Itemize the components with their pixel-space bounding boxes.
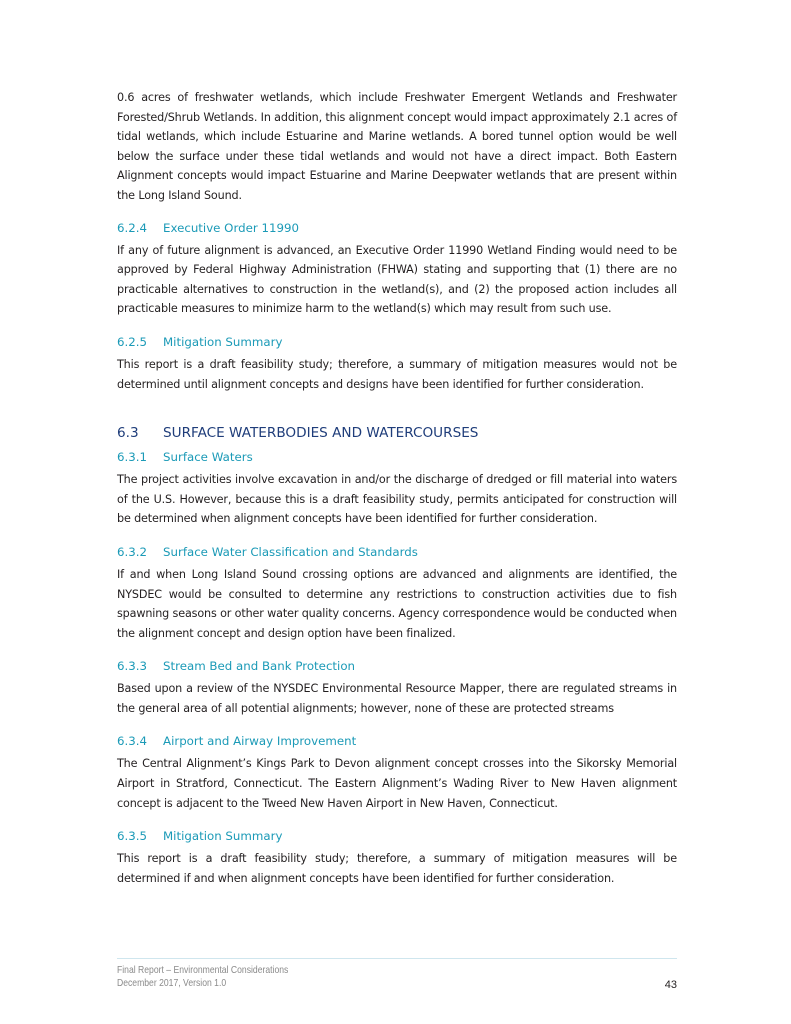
heading-6-3-1 [117, 449, 677, 465]
section-title: SURFACE WATERBODIES AND WATERCOURSES [163, 425, 479, 442]
section-number: 6.3.1 [117, 450, 148, 465]
heading-6-3-2 [117, 544, 677, 560]
paragraph-6-3-1: The project activities involve excavation in and/or the discharge of dredged or fill material into waters of the U.S. However, because this is a draft feasibility study, permits anticipated for construction will be determined when alignment concepts have been identified for further consideration. [117, 473, 677, 526]
heading-6-3-3 [117, 658, 677, 674]
section-title: Surface Water Classification and Standards [163, 544, 418, 559]
section-number: 6.3.3 [117, 659, 148, 674]
paragraph-6-2-5: This report is a draft feasibility study; therefore, a summary of mitigation measures would not be determined until alignment concepts and designs have been identified for further consideration. [117, 357, 677, 391]
section-title: Airport and Airway Improvement [163, 734, 357, 749]
paragraph-6-3-3: Based upon a review of the NYSDEC Environmental Resource Mapper, there are regulated streams in the general area of all potential alignments; however, none of these are protected streams [117, 682, 677, 715]
footer-date-version: December 2017, Version 1.0 [117, 977, 227, 989]
heading-6-2-4 [117, 220, 677, 236]
paragraph-6-3-4: The Central Alignment’s Kings Park to Devon alignment concept crosses into the Sikorsky Memorial Airport in Stratford, Connecticut. The Eastern Alignment’s Wading River to New Haven alignment concept is adjacent to the Tweed New Haven Airport in New Haven, Connecticut. [117, 757, 677, 810]
page-content [117, 88, 677, 888]
section-number: 6.2.4 [117, 220, 148, 235]
section-title: Mitigation Summary [163, 829, 283, 844]
paragraph-6-3-2: If and when Long Island Sound crossing options are advanced and alignments are identified, the NYSDEC would be consulted to determine any restrictions to construction activities due to fish spawning seasons or other water quality concerns. Agency correspondence would be conducted when the alignment concept and design option have been finalized. [117, 567, 677, 640]
section-number: 6.2.5 [117, 334, 148, 349]
section-number: 6.3 [117, 425, 139, 442]
page-number: 43 [664, 979, 677, 991]
intro-paragraph: 0.6 acres of freshwater wetlands, which include Freshwater Emergent Wetlands and Freshwater Forested/Shrub Wetlands. In addition, this alignment concept would impact approximately 2.1 acres of tidal wetlands, which include Estuarine and Marine wetlands. A bored tunnel option would be well below the surface under these tidal wetlands and would not have a direct impact. Both Eastern Alignment concepts would impact Estuarine and Marine Deepwater wetlands that are present within the Long Island Sound. [117, 91, 677, 202]
footer-divider [117, 958, 677, 959]
heading-6-3-4 [117, 733, 677, 749]
section-title: Stream Bed and Bank Protection [163, 659, 356, 674]
section-title: Executive Order 11990 [163, 220, 299, 235]
paragraph-6-3-5: This report is a draft feasibility study; therefore, a summary of mitigation measures will be determined if and when alignment concepts have been identified for further consideration. [117, 852, 677, 885]
heading-6-3 [117, 424, 677, 442]
footer [117, 964, 576, 990]
heading-6-2-5 [117, 334, 677, 350]
heading-6-3-5 [117, 828, 677, 844]
section-number: 6.3.5 [117, 829, 148, 844]
section-title: Mitigation Summary [163, 334, 283, 349]
footer-report-title: Final Report – Environmental Considerations [117, 964, 289, 976]
section-title: Surface Waters [163, 450, 253, 465]
section-number: 6.3.4 [117, 734, 148, 749]
paragraph-6-2-4: If any of future alignment is advanced, an Executive Order 11990 Wetland Finding would need to be approved by Federal Highway Administration (FHWA) stating and supporting that (1) there are no practicable alternatives to construction in the wetland(s), and (2) the proposed action includes all practicable measures to minimize harm to the wetland(s) which may result from such use. [117, 243, 677, 316]
section-number: 6.3.2 [117, 544, 148, 559]
